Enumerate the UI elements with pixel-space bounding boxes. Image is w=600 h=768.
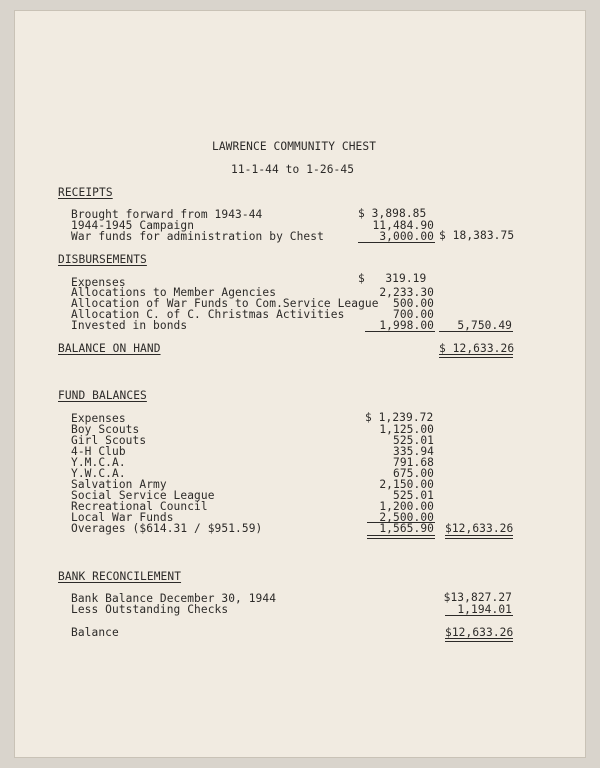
disbursements-heading: DISBURSEMENTS [58, 253, 147, 266]
bank-balance-amount: $12,633.26 [445, 626, 514, 639]
disbursement-label-2: Allocation of War Funds to Com.Service League [71, 297, 379, 310]
bank-label-1: Less Outstanding Checks [71, 603, 229, 616]
fund-label-10: Overages ($614.31 / $951.59) [71, 522, 263, 535]
fund-label-8: Recreational Council [71, 500, 208, 513]
bank-label-0: Bank Balance December 30, 1944 [71, 592, 277, 605]
document-page [14, 10, 586, 758]
bank-subtotal-rule [445, 615, 513, 616]
receipts-heading: RECEIPTS [58, 186, 113, 199]
document-period: 11-1-44 to 1-26-45 [231, 163, 355, 176]
fund-total-double-rule-1 [445, 535, 513, 536]
balance-on-hand-label: BALANCE ON HAND [58, 342, 161, 355]
receipts-total: $ 18,383.75 [439, 229, 515, 242]
receipt-amount-0: $ 3,898.85 [358, 207, 427, 220]
disbursement-amount-3: 700.00 [392, 308, 434, 321]
fund-label-6: Salvation Army [71, 478, 167, 491]
bank-amount-0: $13,827.27 [443, 591, 512, 604]
balance-on-hand-double-rule-1 [439, 354, 513, 355]
disbursement-label-3: Allocation C. of C. Christmas Activities [71, 308, 345, 321]
fund-label-4: Y.M.C.A. [71, 456, 126, 469]
fund-amount-0: $ 1,239.72 [365, 411, 434, 424]
receipt-label-0: Brought forward from 1943-44 [71, 208, 263, 221]
fund-amount-top-rule [367, 522, 435, 523]
fund-balances-total: $12,633.26 [445, 522, 514, 535]
disbursement-amount-4: 1,998.00 [379, 319, 434, 332]
fund-amount-5: 675.00 [392, 467, 434, 480]
bank-amount-1: 1,194.01 [457, 603, 512, 616]
fund-amount-4: 791.68 [392, 456, 434, 469]
receipts-subtotal-rule [358, 242, 435, 243]
bank-reconcilement-heading: BANK RECONCILEMENT [58, 570, 182, 583]
fund-amount-7: 525.01 [392, 489, 434, 502]
fund-label-1: Boy Scouts [71, 423, 140, 436]
bank-balance-label: Balance [71, 626, 119, 639]
bank-balance-double-rule-1 [445, 638, 513, 639]
fund-label-9: Local War Funds [71, 511, 174, 524]
fund-amount-10: 1,565.90 [379, 522, 434, 535]
fund-label-5: Y.W.C.A. [71, 467, 126, 480]
fund-label-0: Expenses [71, 412, 126, 425]
disbursement-amount-0: $ 319.19 [358, 272, 427, 285]
receipt-amount-2: 3,000.00 [379, 230, 434, 243]
fund-label-2: Girl Scouts [71, 434, 147, 447]
disbursement-label-1: Allocations to Member Agencies [71, 286, 277, 299]
fund-total-double-rule-2 [445, 538, 513, 539]
disbursements-total-rule [439, 331, 513, 332]
disbursements-total: 5,750.49 [457, 319, 512, 332]
disbursement-amount-1: 2,233.30 [379, 286, 434, 299]
fund-amount-9: 2,500.00 [379, 511, 434, 524]
document-title: LAWRENCE COMMUNITY CHEST [212, 140, 377, 153]
fund-amount-8: 1,200.00 [379, 500, 434, 513]
fund-label-3: 4-H Club [71, 445, 126, 458]
fund-amount-double-rule-2 [367, 538, 435, 539]
receipt-label-1: 1944-1945 Campaign [71, 219, 195, 232]
bank-balance-double-rule-2 [445, 641, 513, 642]
fund-amount-3: 335.94 [392, 445, 434, 458]
disbursement-amount-2: 500.00 [392, 297, 434, 310]
fund-amount-double-rule-1 [367, 535, 435, 536]
fund-label-7: Social Service League [71, 489, 215, 502]
fund-amount-6: 2,150.00 [379, 478, 434, 491]
disbursement-label-4: Invested in bonds [71, 319, 188, 332]
balance-on-hand-double-rule-2 [439, 357, 513, 358]
balance-on-hand-amount: $ 12,633.26 [439, 342, 515, 355]
fund-amount-2: 525.01 [392, 434, 434, 447]
fund-balances-heading: FUND BALANCES [58, 389, 147, 402]
fund-amount-1: 1,125.00 [379, 423, 434, 436]
receipt-label-2: War funds for administration by Chest [71, 230, 324, 243]
disbursement-label-0: Expenses [71, 276, 126, 289]
receipt-amount-1: 11,484.90 [372, 219, 434, 232]
